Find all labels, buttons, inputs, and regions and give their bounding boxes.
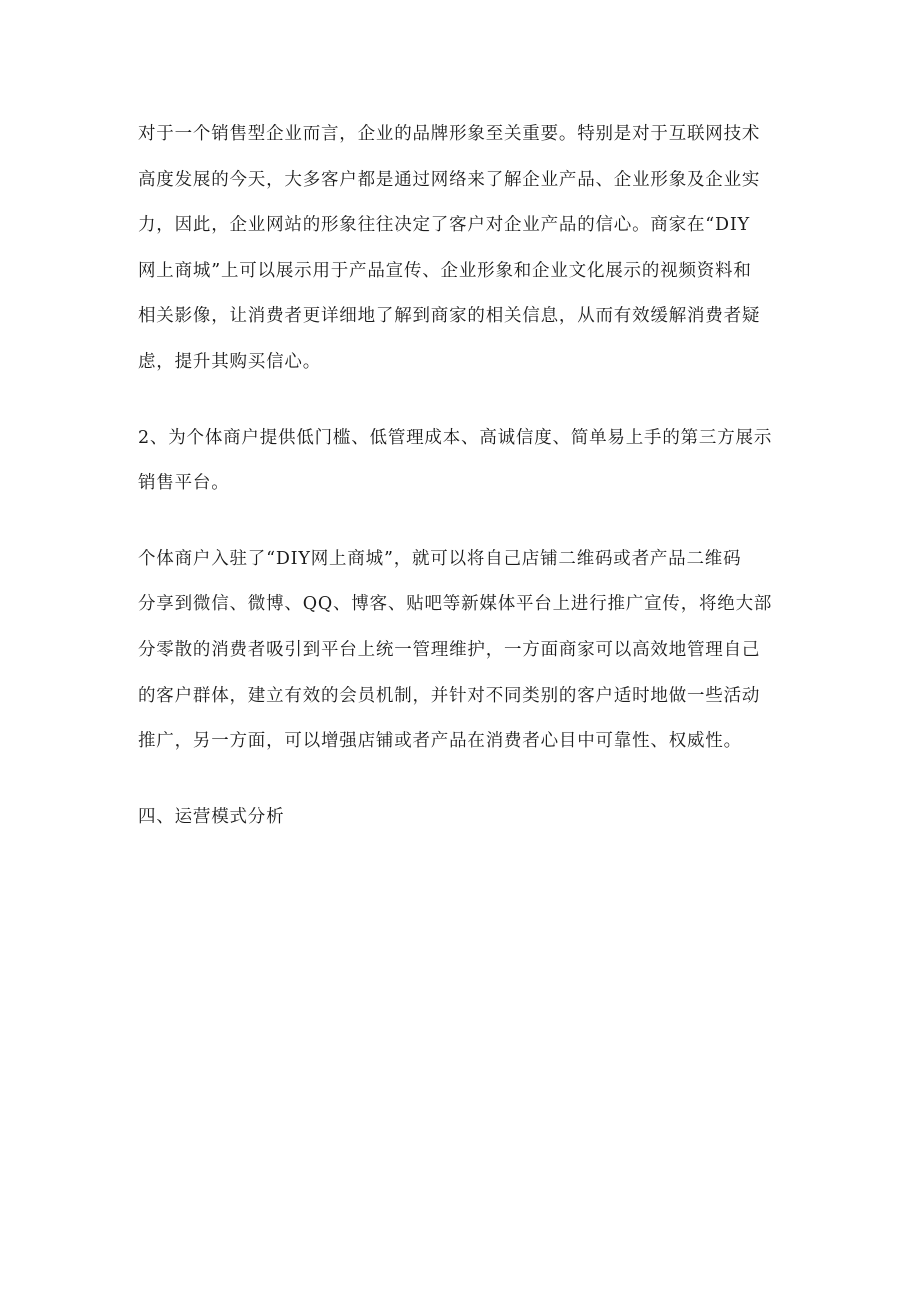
text-line: 相关影像，让消费者更详细地了解到商家的相关信息，从而有效缓解消费者疑 [138,306,761,327]
text-line: 2、为个体商户提供低门槛、低管理成本、高诚信度、简单易上手的第三方展示 [138,427,773,448]
text-line: 力，因此，企业网站的形象往往决定了客户对企业产品的信心。商家在“DIY [138,215,750,236]
section-heading [138,795,784,841]
paragraph-brand-image [138,112,784,386]
text-line: 的客户群体，建立有效的会员机制，并针对不同类别的客户适时地做一些活动 [138,685,761,706]
text-line: 个体商户入驻了“DIY网上商城”，就可以将自己店铺二维码或者产品二维码 [138,548,742,569]
text-line: 销售平台。 [138,473,230,494]
paragraph-individual-merchants [138,537,784,765]
text-line: 高度发展的今天，大多客户都是通过网络来了解企业产品、企业形象及企业实 [138,169,761,190]
text-line: 网上商城”上可以展示用于产品宣传、企业形象和企业文化展示的视频资料和 [138,260,752,281]
text-line: 分享到微信、微博、QQ、博客、贴吧等新媒体平台上进行推广宣传，将绝大部 [138,594,773,615]
paragraph-item-2 [138,416,784,507]
text-line: 推广，另一方面，可以增强店铺或者产品在消费者心目中可靠性、权威性。 [138,731,742,752]
text-line: 分零散的消费者吸引到平台上统一管理维护，一方面商家可以高效地管理自己 [138,639,761,660]
heading-text: 四、运营模式分析 [138,806,285,827]
text-line: 虑，提升其购买信心。 [138,351,321,372]
document-body [138,112,784,870]
text-line: 对于一个销售型企业而言，企业的品牌形象至关重要。特别是对于互联网技术 [138,124,761,144]
